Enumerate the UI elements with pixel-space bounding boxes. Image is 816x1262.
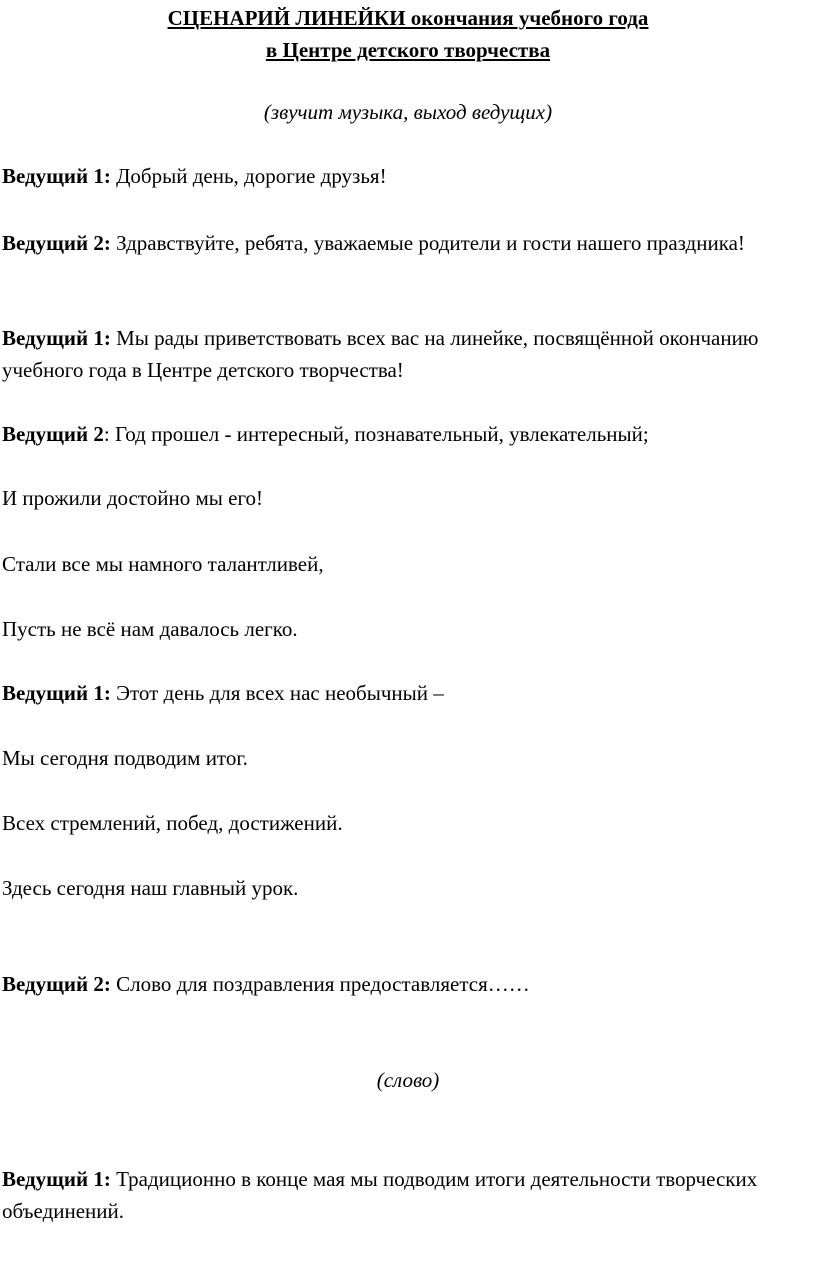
speaker-label: Ведущий 1:	[2, 681, 111, 705]
speaker-label: Ведущий 1:	[2, 164, 111, 188]
speaker-label: Ведущий 1:	[2, 326, 111, 350]
speaker-label: Ведущий 2:	[2, 972, 111, 996]
script-line	[2, 548, 792, 580]
script-line	[2, 613, 792, 645]
line-text: Стали все мы намного талантливей,	[2, 552, 324, 576]
script-line	[2, 807, 792, 839]
speaker-label: Ведущий 2	[2, 422, 104, 446]
line-text: Слово для поздравления предоставляется……	[110, 972, 530, 996]
line-text: Здесь сегодня наш главный урок.	[2, 876, 299, 900]
script-line	[2, 1163, 792, 1227]
script-line	[2, 227, 792, 259]
stage-direction-word: (слово)	[376, 1068, 440, 1092]
speaker-label: Ведущий 2:	[2, 231, 111, 255]
script-line	[2, 160, 792, 192]
title-line-1: СЦЕНАРИЙ ЛИНЕЙКИ окончания учебного года	[167, 6, 649, 30]
line-text: Традиционно в конце мая мы подводим итоги деятельности творческих объединений.	[2, 1167, 758, 1223]
line-text: Здравствуйте, ребята, уважаемые родители и гости нашего праздника!	[110, 231, 745, 255]
line-text: : Год прошел - интересный, познавательный, увлекательный;	[103, 422, 649, 446]
line-text: Добрый день, дорогие друзья!	[110, 164, 387, 188]
script-line	[2, 872, 792, 904]
script-line	[2, 742, 792, 774]
line-text: Мы рады приветствовать всех вас на линейке, посвящённой окончанию учебного года в Центре детского творчества!	[2, 326, 759, 382]
stage-direction-intro: (звучит музыка, выход ведущих)	[263, 100, 553, 124]
line-text: И прожили достойно мы его!	[2, 486, 264, 510]
line-text: Пусть не всё нам давалось легко.	[2, 617, 298, 641]
script-line	[2, 418, 792, 450]
script-line	[2, 968, 792, 1000]
script-line	[2, 322, 792, 386]
line-text: Всех стремлений, побед, достижений.	[2, 811, 343, 835]
line-text: Этот день для всех нас необычный –	[110, 681, 444, 705]
line-text: Мы сегодня подводим итог.	[2, 746, 248, 770]
speaker-label: Ведущий 1:	[2, 1167, 111, 1191]
script-line	[2, 677, 792, 709]
script-line	[2, 482, 792, 514]
title-line-2: в Центре детского творчества	[265, 38, 551, 62]
